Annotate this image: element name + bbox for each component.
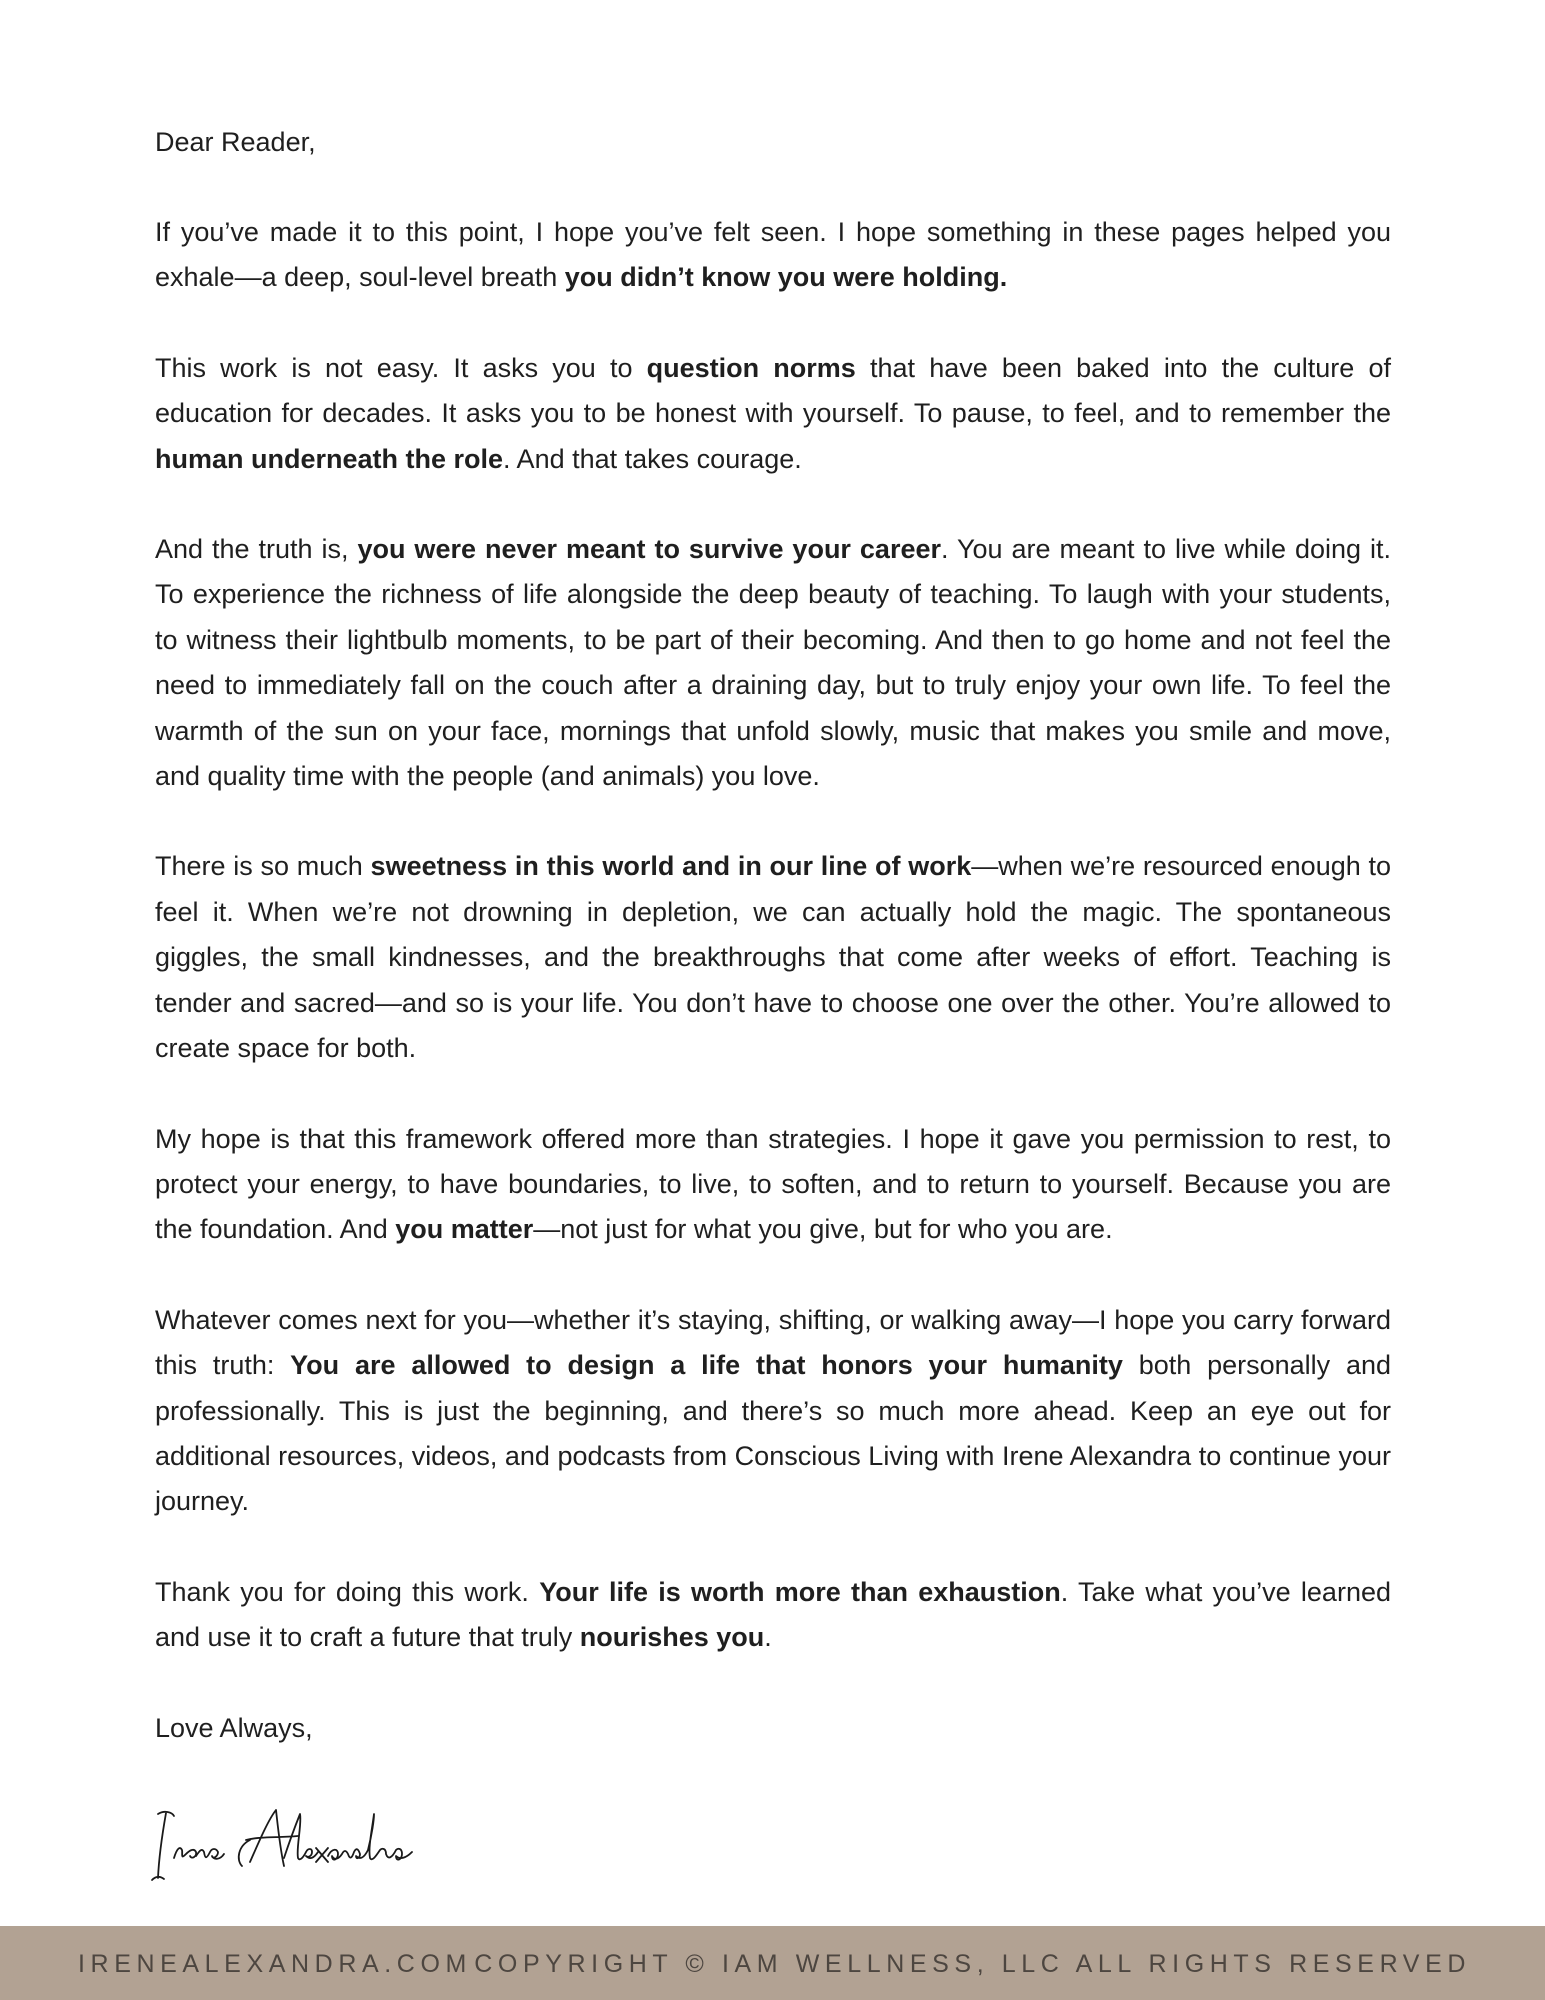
paragraph-1	[155, 210, 1391, 301]
text: Thank you for doing this work.	[155, 1576, 540, 1607]
letter-body	[155, 120, 1391, 1751]
text: . You are meant to live while doing it. To experience the richness of life alongside the deep beauty of teaching. To laugh with your students, to witness their lightbulb moments, to be part of their becoming. And then to go home and not feel the need to immediately fall on the couch after a draining day, but to truly enjoy your own life. To feel the warmth of the sun on your face, mornings that unfold slowly, music that makes you smile and move, and quality time with the people (and animals) you love.	[155, 534, 1391, 792]
emphasis: Your life is worth more than exhaustion	[539, 1576, 1061, 1607]
emphasis: sweetness in this world and in our line of work	[370, 851, 972, 882]
text: My hope is that this framework offered more than strategies. I hope it gave you permission to rest, to protect your energy, to have boundaries, to live, to soften, and to return to yourself. Because you are the foundation. And	[155, 1123, 1391, 1245]
paragraph-3	[155, 527, 1391, 799]
closing: Love Always,	[155, 1712, 313, 1743]
text: —when we’re resourced enough to feel it. When we’re not drowning in depletion, we can actually hold the magic. The spontaneous giggles, the small kindnesses, and the breakthroughs that come after weeks of effort. Teaching is tender and sacred—and so is your life. You don’t have to choose one over the other. You’re allowed to create space for both.	[155, 851, 1392, 1064]
text: —not just for what you give, but for who you are.	[533, 1214, 1113, 1245]
footer-bar	[0, 1926, 1545, 2000]
salutation: Dear Reader,	[155, 127, 316, 157]
paragraph-5	[155, 1117, 1391, 1253]
paragraph-6	[155, 1298, 1391, 1525]
text: both personally and professionally. This is just the beginning, and there’s so much more ahead. Keep an eye out for additional resources, videos, and podcasts from Conscious Living with Irene Alexandra to continue your journey.	[155, 1350, 1391, 1517]
emphasis: question norms	[646, 352, 856, 383]
emphasis: you matter	[395, 1214, 534, 1245]
emphasis: you were never meant to survive your career	[357, 534, 941, 565]
text: . And that takes courage.	[503, 443, 802, 474]
paragraph-2	[155, 346, 1391, 482]
text: And the truth is,	[155, 534, 358, 565]
paragraph-4	[155, 844, 1391, 1071]
text: Whatever comes next for you—whether it’s staying, shifting, or walking away—I hope you carry forward this truth:	[155, 1304, 1391, 1381]
text: If you’ve made it to this point, I hope you’ve felt seen. I hope something in these pages helped you exhale—a deep, soul-level breath	[155, 217, 1391, 293]
emphasis: you didn’t know you were holding.	[564, 262, 1008, 293]
text: There is so much	[155, 851, 371, 882]
handwritten-signature	[150, 1800, 440, 1890]
emphasis: human underneath the role	[155, 443, 504, 474]
text: This work is not easy. It asks you to	[155, 352, 647, 383]
copyright-notice: COPYRIGHT © IAM WELLNESS, LLC ALL RIGHTS RESERVED	[474, 1950, 1471, 1978]
emphasis: You are allowed to design a life that honors your humanity	[290, 1350, 1123, 1381]
text: that have been baked into the culture of education for decades. It asks you to be honest with yourself. To pause, to feel, and to remember the	[155, 352, 1391, 429]
text: . Take what you’ve learned and use it to craft a future that truly	[155, 1576, 1391, 1653]
paragraph-7	[155, 1570, 1391, 1661]
text: .	[764, 1622, 772, 1653]
website-link[interactable]: IRENEALEXANDRA.COM	[78, 1950, 472, 1978]
emphasis: nourishes you	[579, 1622, 765, 1653]
